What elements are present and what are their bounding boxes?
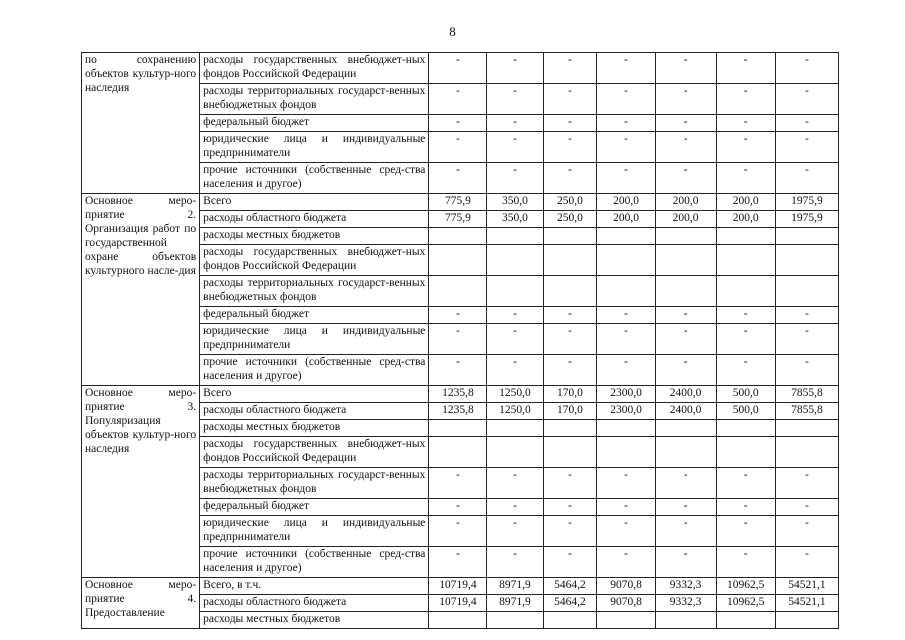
amount-cell [597,437,655,468]
amount-cell: - [655,547,716,578]
amount-cell: 200,0 [716,211,775,228]
amount-cell: - [487,355,543,386]
amount-cell: - [543,163,597,194]
amount-cell [655,276,716,307]
amount-cell: - [655,499,716,516]
amount-cell: - [543,324,597,355]
amount-cell: - [543,115,597,132]
amount-cell: - [655,115,716,132]
funding-source-cell: расходы государственных внебюджет-ных фондов Российской Федерации [200,245,429,276]
funding-source-cell: юридические лица и индивидуальные предприниматели [200,132,429,163]
amount-cell: - [429,132,487,163]
funding-source-cell: расходы территориальных государст-венных внебюджетных фондов [200,84,429,115]
amount-cell: - [655,84,716,115]
amount-cell: - [597,163,655,194]
amount-cell: 54521,1 [775,595,838,612]
amount-cell [487,612,543,629]
budget-table [81,52,839,629]
amount-cell: 200,0 [716,194,775,211]
amount-cell: 9070,8 [597,578,655,595]
funding-source-cell: расходы территориальных государст-венных внебюджетных фондов [200,468,429,499]
amount-cell [487,245,543,276]
amount-cell: - [655,53,716,84]
amount-cell: 775,9 [429,211,487,228]
amount-cell: - [543,516,597,547]
amount-cell [543,612,597,629]
amount-cell: 2300,0 [597,386,655,403]
table-row [82,578,839,595]
amount-cell: - [655,307,716,324]
funding-source-cell: юридические лица и индивидуальные предприниматели [200,516,429,547]
amount-cell [775,437,838,468]
amount-cell: - [543,547,597,578]
amount-cell [487,420,543,437]
amount-cell: - [429,516,487,547]
funding-source-cell: расходы местных бюджетов [200,228,429,245]
amount-cell: - [655,324,716,355]
table-row [82,53,839,84]
amount-cell [429,612,487,629]
funding-source-cell: расходы территориальных государст-венных внебюджетных фондов [200,276,429,307]
amount-cell: 1250,0 [487,386,543,403]
amount-cell: - [716,355,775,386]
amount-cell: - [543,355,597,386]
amount-cell: 350,0 [487,211,543,228]
amount-cell: 200,0 [655,211,716,228]
amount-cell: - [487,53,543,84]
amount-cell [775,420,838,437]
amount-cell: - [487,324,543,355]
amount-cell: 1235,8 [429,403,487,420]
amount-cell [655,228,716,245]
amount-cell: - [716,115,775,132]
amount-cell: - [775,115,838,132]
funding-source-cell: прочие источники (собственные сред-ства населения и другое) [200,355,429,386]
amount-cell: - [597,115,655,132]
amount-cell [716,228,775,245]
amount-cell: - [775,307,838,324]
amount-cell: - [716,468,775,499]
amount-cell: 200,0 [597,211,655,228]
amount-cell: - [429,115,487,132]
amount-cell: - [775,53,838,84]
amount-cell: - [716,499,775,516]
amount-cell: - [716,324,775,355]
amount-cell [597,228,655,245]
amount-cell: - [429,307,487,324]
table-row [82,194,839,211]
funding-source-cell: расходы областного бюджета [200,403,429,420]
funding-source-cell: юридические лица и индивидуальные предприниматели [200,324,429,355]
amount-cell [487,437,543,468]
amount-cell [655,420,716,437]
amount-cell: 5464,2 [543,595,597,612]
funding-source-cell: федеральный бюджет [200,499,429,516]
table-row [82,386,839,403]
amount-cell: 9070,8 [597,595,655,612]
amount-cell [429,245,487,276]
amount-cell: - [655,132,716,163]
amount-cell: - [655,468,716,499]
amount-cell: - [429,547,487,578]
amount-cell: 250,0 [543,194,597,211]
amount-cell: - [543,499,597,516]
amount-cell: - [655,163,716,194]
amount-cell: - [487,547,543,578]
amount-cell: - [543,84,597,115]
amount-cell: - [775,355,838,386]
amount-cell: 9332,3 [655,578,716,595]
amount-cell: 200,0 [655,194,716,211]
amount-cell [543,228,597,245]
amount-cell: - [487,499,543,516]
amount-cell [716,276,775,307]
amount-cell: 2400,0 [655,403,716,420]
amount-cell: - [775,324,838,355]
amount-cell: - [429,324,487,355]
amount-cell: - [597,84,655,115]
amount-cell [543,437,597,468]
funding-source-cell: расходы областного бюджета [200,595,429,612]
event-name-cell: по сохранению объектов культур-ного наследия [82,53,200,194]
amount-cell: 10719,4 [429,595,487,612]
amount-cell: - [716,516,775,547]
amount-cell: - [597,53,655,84]
amount-cell: - [543,132,597,163]
funding-source-cell: расходы областного бюджета [200,211,429,228]
amount-cell [716,612,775,629]
amount-cell: 1250,0 [487,403,543,420]
amount-cell [655,437,716,468]
funding-source-cell: Всего, в т.ч. [200,578,429,595]
amount-cell: 350,0 [487,194,543,211]
funding-source-cell: федеральный бюджет [200,307,429,324]
amount-cell: - [429,84,487,115]
amount-cell: - [487,307,543,324]
amount-cell [429,420,487,437]
amount-cell: - [716,307,775,324]
funding-source-cell: расходы местных бюджетов [200,612,429,629]
amount-cell: 8971,9 [487,578,543,595]
amount-cell: 170,0 [543,403,597,420]
funding-source-cell: Всего [200,386,429,403]
amount-cell: - [597,468,655,499]
amount-cell: - [597,132,655,163]
amount-cell [543,420,597,437]
funding-source-cell: федеральный бюджет [200,115,429,132]
amount-cell: 9332,3 [655,595,716,612]
amount-cell: 775,9 [429,194,487,211]
amount-cell: - [597,516,655,547]
amount-cell: - [597,307,655,324]
amount-cell: - [429,53,487,84]
amount-cell: 7855,8 [775,386,838,403]
amount-cell [775,612,838,629]
amount-cell: 1975,9 [775,194,838,211]
funding-source-cell: прочие источники (собственные сред-ства населения и другое) [200,163,429,194]
amount-cell: - [597,499,655,516]
amount-cell: - [775,84,838,115]
amount-cell: 10962,5 [716,595,775,612]
amount-cell: - [429,163,487,194]
amount-cell: - [597,355,655,386]
amount-cell: 170,0 [543,386,597,403]
amount-cell: - [775,547,838,578]
amount-cell: - [429,499,487,516]
amount-cell: 5464,2 [543,578,597,595]
amount-cell [543,245,597,276]
amount-cell [655,612,716,629]
amount-cell [487,228,543,245]
amount-cell [429,276,487,307]
event-name-cell: Основное меро-приятие 4. Предоставление [82,578,200,629]
amount-cell [597,420,655,437]
amount-cell: - [716,547,775,578]
amount-cell: - [543,307,597,324]
amount-cell: - [487,84,543,115]
amount-cell: 500,0 [716,386,775,403]
amount-cell [775,228,838,245]
amount-cell [543,276,597,307]
funding-source-cell: расходы государственных внебюджет-ных фондов Российской Федерации [200,437,429,468]
event-name-cell: Основное меро-приятие 2. Организация работ по государственной охране объектов культурного насле-дия [82,194,200,386]
amount-cell: - [487,163,543,194]
amount-cell [775,245,838,276]
amount-cell: - [775,163,838,194]
amount-cell: - [543,468,597,499]
amount-cell: - [487,132,543,163]
amount-cell: 500,0 [716,403,775,420]
amount-cell: - [775,132,838,163]
amount-cell [775,276,838,307]
amount-cell: - [716,163,775,194]
amount-cell [597,276,655,307]
amount-cell [487,276,543,307]
amount-cell [655,245,716,276]
amount-cell: - [597,547,655,578]
amount-cell: - [716,53,775,84]
funding-source-cell: Всего [200,194,429,211]
amount-cell: 1975,9 [775,211,838,228]
amount-cell: 2300,0 [597,403,655,420]
amount-cell: - [655,516,716,547]
amount-cell: 2400,0 [655,386,716,403]
amount-cell: 7855,8 [775,403,838,420]
amount-cell: 1235,8 [429,386,487,403]
amount-cell [716,437,775,468]
amount-cell: - [487,516,543,547]
amount-cell [597,612,655,629]
amount-cell: - [775,516,838,547]
event-name-cell: Основное меро-приятие 3. Популяризация объектов культур-ного наследия [82,386,200,578]
amount-cell: 10962,5 [716,578,775,595]
page-number: 8 [449,24,456,39]
amount-cell: - [716,132,775,163]
amount-cell: 54521,1 [775,578,838,595]
amount-cell: 250,0 [543,211,597,228]
amount-cell: - [543,53,597,84]
amount-cell: 10719,4 [429,578,487,595]
funding-source-cell: прочие источники (собственные сред-ства населения и другое) [200,547,429,578]
amount-cell: - [775,468,838,499]
amount-cell: - [429,355,487,386]
amount-cell: 8971,9 [487,595,543,612]
amount-cell [597,245,655,276]
amount-cell [716,420,775,437]
amount-cell: - [487,468,543,499]
amount-cell [429,437,487,468]
amount-cell: - [429,468,487,499]
amount-cell: 200,0 [597,194,655,211]
amount-cell: - [716,84,775,115]
amount-cell: - [775,499,838,516]
amount-cell: - [487,115,543,132]
amount-cell [716,245,775,276]
amount-cell: - [655,355,716,386]
amount-cell [429,228,487,245]
funding-source-cell: расходы местных бюджетов [200,420,429,437]
amount-cell: - [597,324,655,355]
funding-source-cell: расходы государственных внебюджет-ных фондов Российской Федерации [200,53,429,84]
